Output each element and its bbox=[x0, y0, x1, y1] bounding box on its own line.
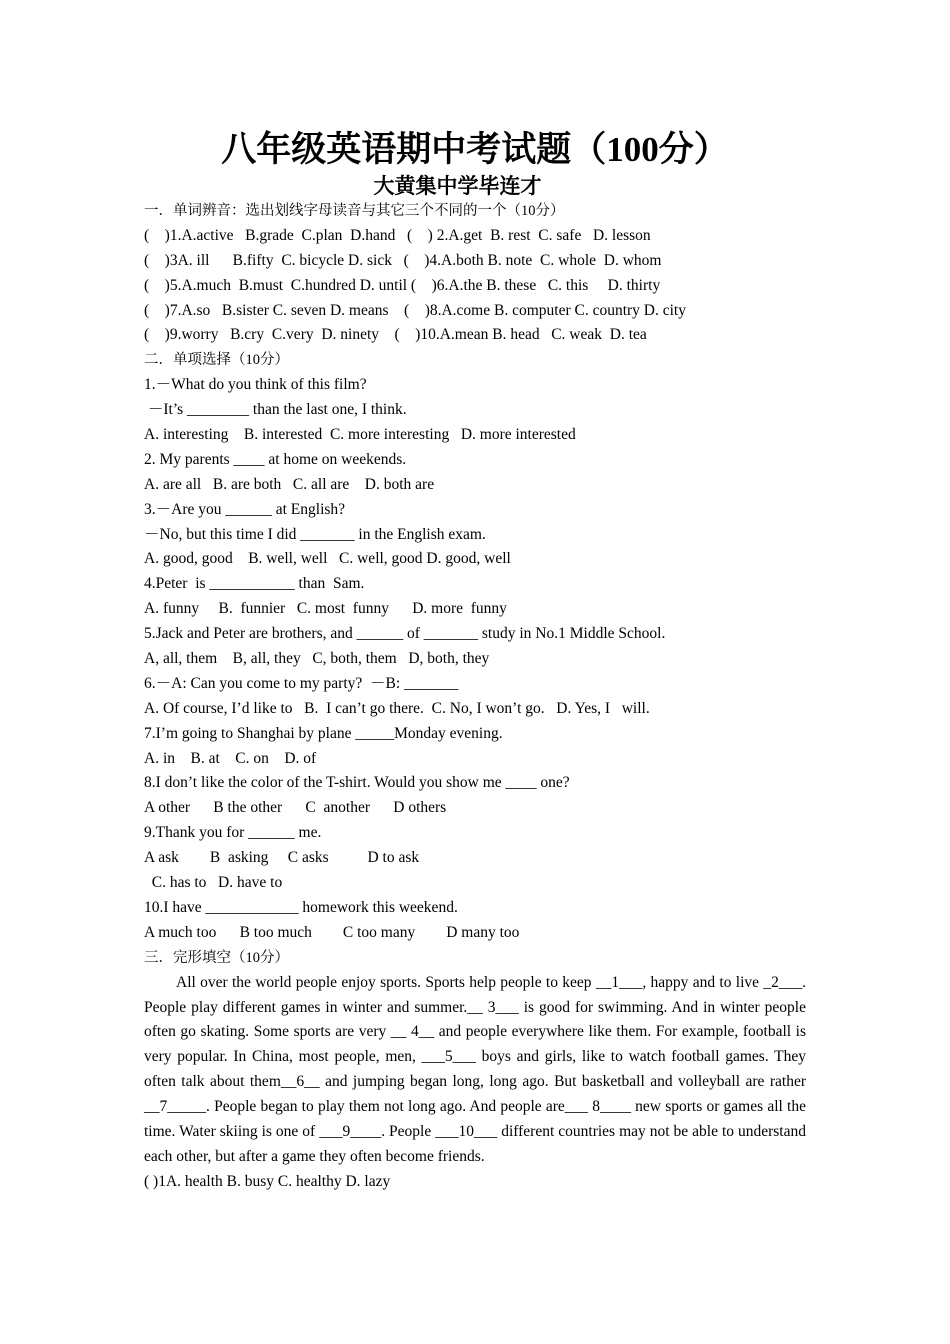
exam-content bbox=[144, 199, 806, 1195]
question-line: 4.Peter is ___________ than Sam. bbox=[144, 575, 365, 593]
question-line: A. good, good B. well, well C. well, good D. good, well bbox=[144, 550, 511, 568]
page-title: 八年级英语期中考试题（100分） bbox=[221, 130, 729, 169]
phonetics-row: ( )3A. ill B.fifty C. bicycle D. sick ( )4.A.both B. note C. whole D. whom bbox=[144, 251, 662, 269]
multiple-choice-lines bbox=[144, 373, 806, 945]
question-line: 8.I don’t like the color of the T-shirt. Would you show me ____ one? bbox=[144, 774, 570, 792]
question-line: A. are all B. are both C. all are D. both are bbox=[144, 475, 435, 493]
question-line: A much too B too much C too many D many too bbox=[144, 923, 520, 941]
question-line: 7.I’m going to Shanghai by plane _____Monday evening. bbox=[144, 724, 503, 742]
question-line: A other B the other C another D others bbox=[144, 799, 447, 817]
phonetics-row: ( )1.A.active B.grade C.plan D.hand ( ) 2.A.get B. rest C. safe D. lesson bbox=[144, 226, 651, 244]
section-heading-cloze: 三．完形填空（10分） bbox=[144, 949, 289, 966]
question-line: －No, but this time I did _______ in the English exam. bbox=[144, 525, 486, 543]
question-line: 6.－A: Can you come to my party? －B: _______ bbox=[144, 674, 459, 692]
question-line: A. interesting B. interested C. more interesting D. more interested bbox=[144, 426, 576, 444]
page-subtitle: 大黄集中学毕连才 bbox=[373, 174, 542, 198]
cloze-question-1: ( )1A. health B. busy C. healthy D. lazy bbox=[144, 1172, 391, 1190]
question-line: 3.－Are you ______ at English? bbox=[144, 500, 346, 518]
question-line: 9.Thank you for ______ me. bbox=[144, 824, 322, 842]
phonetics-row: ( )7.A.so B.sister C. seven D. means ( )8.A.come B. computer C. country D. city bbox=[144, 301, 686, 319]
question-line: A. Of course, I’d like to B. I can’t go there. C. No, I won’t go. D. Yes, I will. bbox=[144, 699, 650, 717]
phonetics-row: ( )9.worry B.cry C.very D. ninety ( )10.A.mean B. head C. weak D. tea bbox=[144, 326, 647, 344]
question-line: 5.Jack and Peter are brothers, and ______ of _______ study in No.1 Middle School. bbox=[144, 625, 666, 643]
question-line: 1.－What do you think of this film? bbox=[144, 376, 367, 394]
phonetics-row: ( )5.A.much B.must C.hundred D. until ( )6.A.the B. these C. this D. thirty bbox=[144, 276, 661, 294]
question-line: －It’s ________ than the last one, I think. bbox=[144, 401, 407, 419]
question-line: A. funny B. funnier C. most funny D. more funny bbox=[144, 600, 507, 618]
question-line: A, all, them B, all, they C, both, them D, both, they bbox=[144, 650, 490, 668]
phonetics-rows bbox=[144, 224, 806, 348]
question-line: 2. My parents ____ at home on weekends. bbox=[144, 450, 407, 468]
question-line: A ask B asking C asks D to ask bbox=[144, 849, 420, 867]
section-heading-phonetics: 一．单词辨音：选出划线字母读音与其它三个不同的一个（10分） bbox=[144, 203, 565, 219]
cloze-passage: All over the world people enjoy sports. Sports help people to keep __1___, happy and to live _2___. People play different games in winter and summer.__ 3___ is good for swimming. And in winter people often go skating. Some sports are very __ 4__ and people everywhere like them. For example, football is very popular. In China, most people, men, ___5___ boys and girls, like to watch football games. They often talk about them__6__ and jumping began long, long ago. But basketball and volleyball are rather __7_____. People began to play them not long ago. And people are___ 8____ new sports or games all the time. Water skiing is one of ___9____. People ___10___ different countries may not be able to understand each other, but after a game they often become friends. bbox=[144, 973, 806, 1165]
section-heading-multiple-choice: 二．单项选择（10分） bbox=[144, 352, 289, 369]
question-line: A. in B. at C. on D. of bbox=[144, 749, 317, 767]
question-line: C. has to D. have to bbox=[144, 874, 283, 892]
question-line: 10.I have ____________ homework this weekend. bbox=[144, 898, 458, 916]
